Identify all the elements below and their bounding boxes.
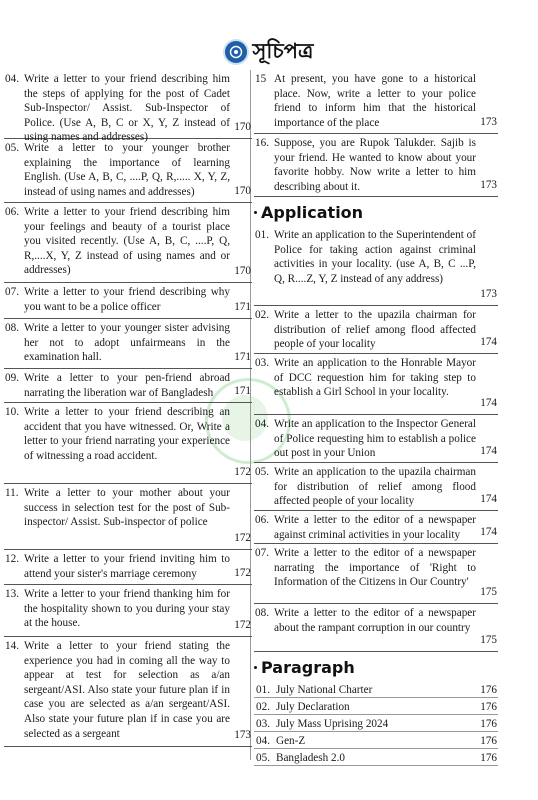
- right-column: [254, 70, 498, 766]
- page-number: 176: [480, 701, 497, 713]
- toc-item[interactable]: 01. Write an application to the Superintendent of Police for taking action against criminal activities in your locality. (use A, B, C ...P, Q, R....Z, Y, Z instead of any address) 173: [254, 226, 498, 306]
- toc-item[interactable]: 16. Suppose, you are Rupok Talukder. Sajib is your friend. He wanted to know about your favorite hobby. Now write a letter to him describing about it. 173: [254, 134, 498, 197]
- page-number: 174: [480, 526, 497, 539]
- toc-item[interactable]: 08. Write a letter to your younger sister advising her not to adopt unfairmeans in the examination hall. 171: [4, 319, 252, 369]
- toc-item[interactable]: 09. Write a letter to your pen-friend abroad narrating the liberation war of Bangladesh 171: [4, 369, 252, 403]
- toc-item[interactable]: 03. July Mass Uprising 2024 176: [254, 715, 498, 732]
- bullet-icon: [254, 211, 257, 214]
- page-number: 173: [234, 729, 251, 742]
- left-column: [4, 70, 252, 747]
- page-number: 173: [480, 179, 497, 192]
- toc-item[interactable]: 11. Write a letter to your mother about your success in selection test for the post of Sub-inspector/ Assist. Sub-inspector of police 172: [4, 484, 252, 550]
- toc-item[interactable]: 14. Write a letter to your friend stating the experience you had in coming all the way to appear at test for selection as a/an sergeant/ASI. Also state your future plan if in case you are selected as a/an sergeant/ASI. Also state your future plan if in case you are selected as a sergeant 173: [4, 637, 252, 747]
- toc-item[interactable]: 01. July National Charter 176: [254, 681, 498, 698]
- page-number: 175: [480, 634, 497, 647]
- toc-item[interactable]: 07. Write a letter to the editor of a newspaper narrating the importance of 'Right to Information of the Citizens in Our Country' 175: [254, 544, 498, 604]
- toc-item[interactable]: 08. Write a letter to the editor of a newspaper about the rampant corruption in our country 175: [254, 604, 498, 652]
- page-number: 174: [480, 445, 497, 458]
- page-number: 175: [480, 586, 497, 599]
- page-number: 173: [480, 288, 497, 301]
- bullet-icon: [254, 666, 257, 669]
- page-number: 174: [480, 336, 497, 349]
- toc-item[interactable]: 06. Write a letter to the editor of a newspaper against criminal activities in your locality 174: [254, 511, 498, 544]
- section-heading-paragraph: Paragraph: [254, 652, 498, 681]
- page-title: সূচিপত্র: [252, 38, 314, 63]
- toc-item[interactable]: 10. Write a letter to your friend describing an accident that you have witnessed. Or, Write a letter to your friend narrating your experience of witnessing a road accident. 172: [4, 403, 252, 484]
- toc-item[interactable]: 05. Bangladesh 2.0 176: [254, 749, 498, 766]
- toc-item[interactable]: 02. July Declaration 176: [254, 698, 498, 715]
- section-heading-application: Application: [254, 197, 498, 226]
- toc-item[interactable]: 04. Write an application to the Inspector General of Police requesting him to establish a police out post in your Union 174: [254, 415, 498, 463]
- toc-item[interactable]: 05. Write a letter to your younger brother explaining the importance of learning English. (Use A, B, C, ....P, Q, R,..... X, Y, Z, instead of using names and addresses) 170: [4, 139, 252, 203]
- toc-item[interactable]: 04. Gen-Z 176: [254, 732, 498, 749]
- toc-item[interactable]: 04. Write a letter to your friend describing him the steps of applying for the post of Cadet Sub-Inspector/ Assist. Sub-Inspector of Police. (Use A, B, C or X, Y, Z instead of using names and addresses) 170: [4, 70, 252, 139]
- toc-item[interactable]: 06. Write a letter to your friend describing him your feelings and beauty of a tourist place you visited recently. (Use A, B, C, ....P, Q, R,....X, Y, Z instead of using names and or addresses) 170: [4, 203, 252, 283]
- page-number: 170: [234, 265, 251, 278]
- page-number: 176: [480, 735, 497, 747]
- page-number: 173: [480, 116, 497, 129]
- page-number: 172: [234, 466, 251, 479]
- emblem-icon: [225, 41, 247, 63]
- page-number: 176: [480, 684, 497, 696]
- page-number: 174: [480, 397, 497, 410]
- page-number: 172: [234, 619, 251, 632]
- page-number: 172: [234, 532, 251, 545]
- page-number: 171: [234, 385, 251, 398]
- toc-item[interactable]: 07. Write a letter to your friend describing why you want to be a police officer 171: [4, 283, 252, 319]
- toc-item[interactable]: 15 At present, you have gone to a historical place. Now, write a letter to your police friend to inform him that the historical importance of the place 173: [254, 70, 498, 134]
- toc-item[interactable]: 13. Write a letter to your friend thanking him for the hospitality shown to you during your stay at the house. 172: [4, 585, 252, 637]
- toc-item[interactable]: 12. Write a letter to your friend inviting him to attend your sister's marriage ceremony 172: [4, 550, 252, 585]
- page-number: 170: [234, 121, 251, 134]
- page-number: 176: [480, 752, 497, 764]
- toc-item[interactable]: 05. Write an application to the upazila chairman for distribution of relief among flood affected people of your locality 174: [254, 463, 498, 511]
- page-number: 172: [234, 567, 251, 580]
- page-number: 170: [234, 185, 251, 198]
- page-number: 176: [480, 718, 497, 730]
- toc-item[interactable]: 02. Write a letter to the upazila chairman for distribution of relief among flood affected people of your locality 174: [254, 306, 498, 354]
- toc-item[interactable]: 03. Write an application to the Honrable Mayor of DCC requestion him for taking step to establish a Girl School in your locality. 174: [254, 354, 498, 415]
- page-header: [0, 38, 538, 66]
- page-number: 171: [234, 301, 251, 314]
- page-number: 171: [234, 351, 251, 364]
- page-number: 174: [480, 493, 497, 506]
